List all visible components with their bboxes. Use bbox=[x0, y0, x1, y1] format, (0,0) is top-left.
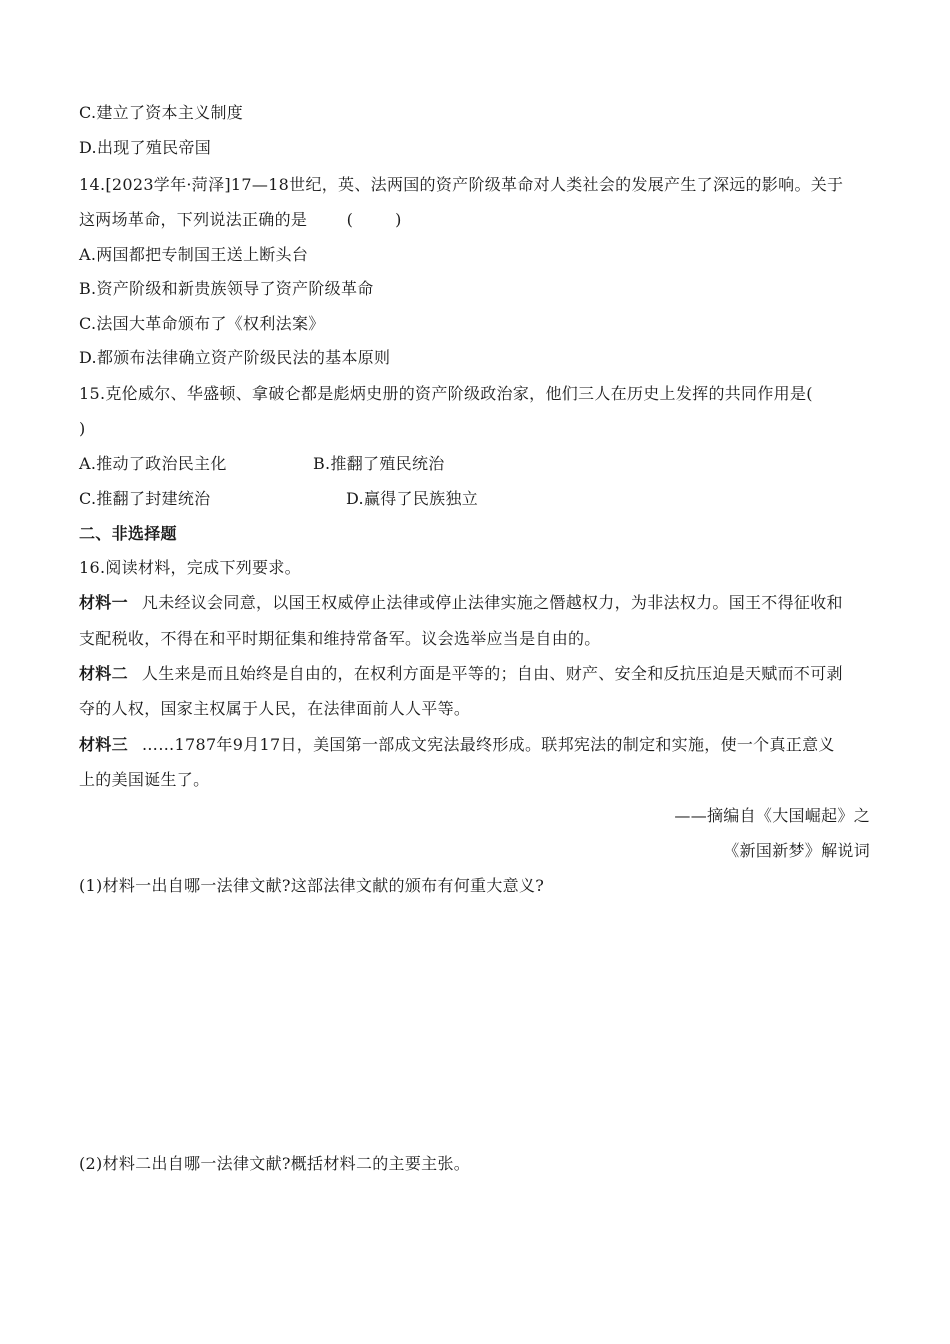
q15-option-d: D.赢得了民族独立 bbox=[346, 489, 479, 508]
material2-line2: 夺的人权，国家主权属于人民，在法律面前人人平等。 bbox=[79, 699, 471, 718]
material1-text1: 凡未经议会同意，以国王权威停止法律或停止法律实施之僭越权力，为非法权力。国王不得征收和 bbox=[141, 593, 843, 612]
q15-option-a: A.推动了政治民主化 bbox=[79, 454, 227, 473]
material3-text1: ……1787年9月17日，美国第一部成文宪法最终形成。联邦宪法的制定和实施，使一个真正意义 bbox=[141, 735, 835, 754]
material2-label: 材料二 bbox=[79, 664, 128, 683]
q14-stem-line2 bbox=[79, 210, 402, 230]
q15-stem-line1: 15.克伦威尔、华盛顿、拿破仑都是彪炳史册的资产阶级政治家，他们三人在历史上发挥的共同作用是( bbox=[79, 384, 813, 403]
q14-answer-paren-open: ( bbox=[346, 210, 354, 229]
q13-option-c: C.建立了资本主义制度 bbox=[79, 103, 244, 122]
q14-option-d: D.都颁布法律确立资产阶级民法的基本原则 bbox=[79, 348, 391, 367]
source-line2: 《新国新梦》解说词 bbox=[723, 841, 870, 860]
q15-option-b: B.推翻了殖民统治 bbox=[313, 454, 445, 473]
q15-stem-line2: ) bbox=[79, 419, 86, 438]
material2-line1 bbox=[79, 664, 843, 684]
q16-sub1: (1)材料一出自哪一法律文献?这部法律文献的颁布有何重大意义? bbox=[79, 876, 545, 895]
material3-line1 bbox=[79, 735, 835, 755]
section-title: 二、非选择题 bbox=[79, 524, 177, 543]
material1-line1 bbox=[79, 593, 843, 613]
material1-line2: 支配税收，不得在和平时期征集和维持常备军。议会选举应当是自由的。 bbox=[79, 629, 601, 648]
q14-stem-text: 这两场革命，下列说法正确的是 bbox=[79, 210, 308, 229]
q14-answer-paren-close: ) bbox=[395, 210, 402, 229]
material3-label: 材料三 bbox=[79, 735, 128, 754]
q14-option-b: B.资产阶级和新贵族领导了资产阶级革命 bbox=[79, 279, 374, 298]
q14-option-a: A.两国都把专制国王送上断头台 bbox=[79, 245, 309, 264]
material1-label: 材料一 bbox=[79, 593, 128, 612]
q14-option-c: C.法国大革命颁布了《权利法案》 bbox=[79, 314, 325, 333]
q15-option-c: C.推翻了封建统治 bbox=[79, 489, 211, 508]
material2-text1: 人生来是而且始终是自由的，在权利方面是平等的；自由、财产、安全和反抗压迫是天赋而不可剥 bbox=[141, 664, 843, 683]
material3-line2: 上的美国诞生了。 bbox=[79, 770, 210, 789]
source-line1: ——摘编自《大国崛起》之 bbox=[674, 806, 870, 825]
q13-option-d: D.出现了殖民帝国 bbox=[79, 138, 212, 157]
q14-stem-line1: 14.[2023学年·菏泽]17—18世纪，英、法两国的资产阶级革命对人类社会的发展产生了深远的影响。关于 bbox=[79, 175, 844, 194]
q16-stem: 16.阅读材料，完成下列要求。 bbox=[79, 558, 301, 577]
q16-sub2: (2)材料二出自哪一法律文献?概括材料二的主要主张。 bbox=[79, 1154, 471, 1173]
